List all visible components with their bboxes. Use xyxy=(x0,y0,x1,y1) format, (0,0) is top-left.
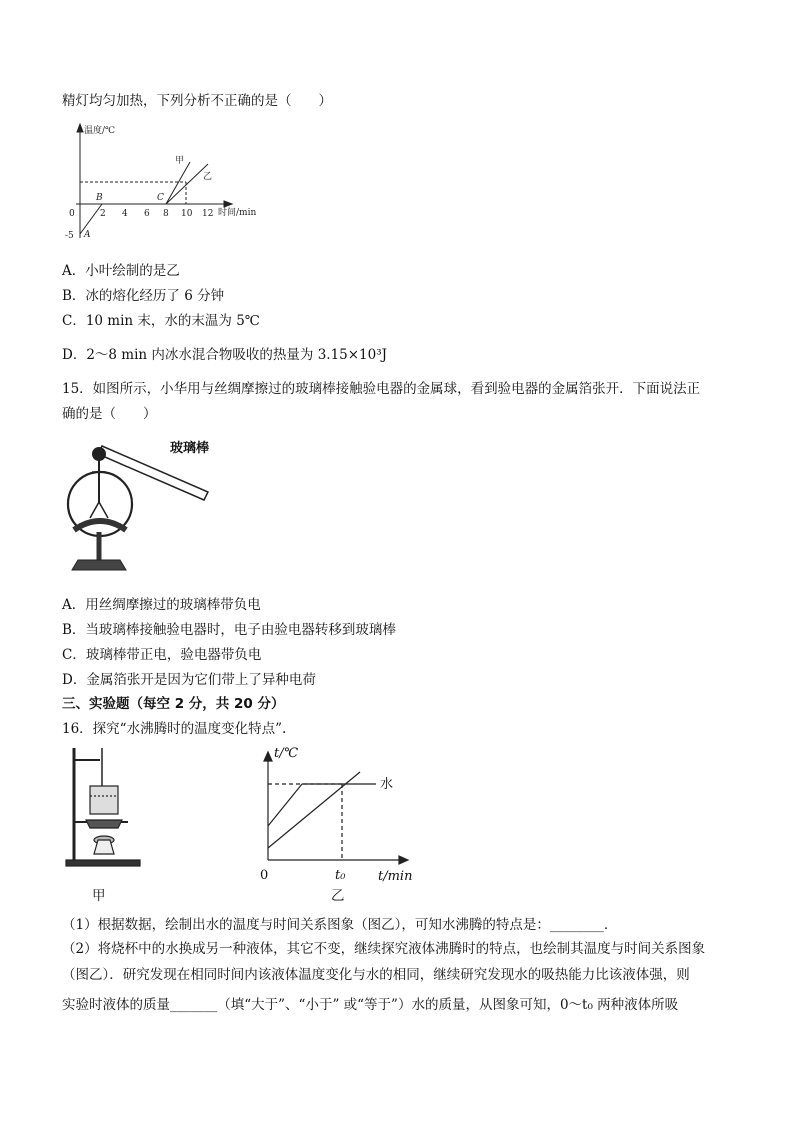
q14-x-tick: 12 xyxy=(202,209,214,219)
q14-option-c: C．10 min 末，水的末温为 5℃ xyxy=(62,313,260,329)
q14-option-d: D．2～8 min 内冰水混合物吸收的热量为 3.15×10³J xyxy=(62,347,388,363)
q15-option-a: A．用丝绸摩擦过的玻璃棒带负电 xyxy=(62,597,261,613)
q14-x-tick: 2 xyxy=(100,209,106,219)
q14-x-tick: 4 xyxy=(122,209,128,219)
alcohol-lamp xyxy=(94,840,114,854)
q14-y-tick: -5 xyxy=(65,231,74,241)
q14-point-b: B xyxy=(96,193,103,203)
metal-foil-right xyxy=(99,502,108,518)
q15-option-c: C．玻璃棒带正电，验电器带负电 xyxy=(62,647,262,663)
metal-foil-left xyxy=(90,502,99,518)
q14-point-a: A xyxy=(84,230,91,240)
q16-graph xyxy=(256,744,422,884)
q15-stem-line1: 15．如图所示，小华用与丝绸摩擦过的玻璃棒接触验电器的金属球，看到验电器的金属箔张开．下面说法正 xyxy=(62,381,701,397)
q15-electroscope-figure xyxy=(62,432,218,582)
q16-part2-line2: （图乙）．研究发现在相同时间内该液体温度变化与水的相同，继续研究发现水的吸热能力比该液体强，则 xyxy=(62,967,690,983)
q14-point-c: C xyxy=(157,193,164,203)
q16-part1: （1）根据数据，绘制出水的温度与时间关系图象（图乙），可知水沸腾的特点是：________． xyxy=(62,917,618,933)
q14-line-yi xyxy=(166,164,208,204)
q14-temperature-graph xyxy=(66,120,276,248)
q14-x-tick: 10 xyxy=(181,209,193,219)
q16-fig-yi-caption: 乙 xyxy=(331,888,345,904)
q14-x-arrow xyxy=(224,201,232,207)
q16-xlabel: t/min xyxy=(378,869,413,884)
q15-option-d: D．金属箔张开是因为它们带上了异种电荷 xyxy=(62,672,316,688)
q14-y-arrow xyxy=(77,124,83,132)
q14-ylabel: 温度/℃ xyxy=(84,126,116,136)
q14-stem-tail: 精灯均匀加热，下列分析不正确的是（ ） xyxy=(62,93,332,109)
q14-x-tick: 8 xyxy=(163,209,169,219)
section-heading: 三、实验题（每空 2 分，共 20 分） xyxy=(62,696,285,712)
q15-stem-line2: 确的是（ ） xyxy=(62,406,157,422)
q16-t0: t₀ xyxy=(335,868,346,883)
electroscope-collar xyxy=(74,521,126,530)
wire-gauze xyxy=(86,820,122,828)
q16-origin: 0 xyxy=(260,868,269,883)
q14-option-b: B．冰的熔化经历了 6 分钟 xyxy=(62,288,225,304)
electroscope-base xyxy=(72,560,126,570)
q14-option-a: A．小叶绘制的是乙 xyxy=(62,263,180,279)
q16-stem: 16．探究“水沸腾时的温度变化特点”. xyxy=(62,721,287,737)
q16-water-rise xyxy=(268,784,302,826)
q14-series-jia: 甲 xyxy=(175,156,185,166)
q14-series-yi: 乙 xyxy=(203,172,213,182)
beaker xyxy=(90,786,118,814)
q16-ylabel: t/℃ xyxy=(274,746,299,761)
q14-xlabel: 时间/min xyxy=(218,208,257,218)
q16-part2-line1: （2）将烧杯中的水换成另一种液体，其它不变，继续探究液体沸腾时的特点，也绘制其温度与时间关系图象 xyxy=(62,941,706,957)
q15-option-b: B．当玻璃棒接触验电器时，电子由验电器转移到玻璃棒 xyxy=(62,622,396,638)
q14-origin: 0 xyxy=(69,209,75,219)
q16-fig-jia-caption: 甲 xyxy=(92,888,106,904)
q16-series-water: 水 xyxy=(380,777,394,792)
q14-x-tick: 6 xyxy=(144,209,150,219)
q16-apparatus-figure xyxy=(62,744,146,902)
q16-part2-line3: 实验时液体的质量_______（填“大于”、“小于” 或“等于”）水的质量，从图象可知，0～t₀ 两种液体所吸 xyxy=(62,997,679,1013)
stand-base xyxy=(66,860,140,866)
glass-rod-label: 玻璃棒 xyxy=(170,441,210,456)
metal-ball xyxy=(92,447,106,461)
